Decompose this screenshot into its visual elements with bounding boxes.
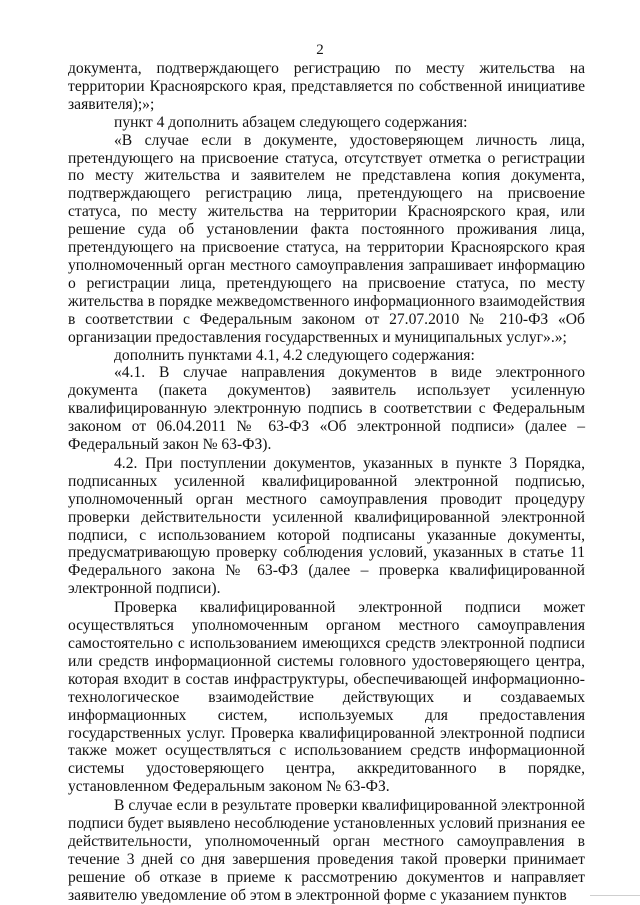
document-body [68, 60, 585, 905]
paragraph-point-4-1: «4.1. В случае направления документов в виде электронного документа (пакета документов) заявитель использует усиленную квалифицированную электронную подпись в соответствии с Федеральным законом от 06.04.2011 № 63-ФЗ «Об электронной подписи» (далее – Федеральный закон № 63-ФЗ). [68, 364, 585, 454]
paragraph-amend-points-4-1-4-2: дополнить пунктами 4.1, 4.2 следующего содержания: [114, 346, 475, 364]
paragraph-quoted-insertion: «В случае если в документе, удостоверяющем личность лица, претендующего на присвоение статуса, отсутствует отметка о регистрации по месту жительства и заявителем не представлена копия документа, подтверждающего регистрацию лица, претендующего на присвоение статуса, по месту жительства на территории Красноярского края, или решение суда об установлении факта постоянного проживания лица, претендующего на присвоение статуса, на территории Красноярского края уполномоченный орган местного самоуправления запрашивает информацию о регистрации лица, претендующего на присвоение статуса, по месту жительства в порядке межведомственного информационного взаимодействия в соответствии с Федеральным законом от 27.07.2010 № 210-ФЗ «Об организации предоставления государственных и муниципальных услуг».»; [68, 131, 585, 346]
page-number: 2 [316, 42, 324, 58]
paragraph-check-failure: В случае если в результате проверки квалифицированной электронной подписи будет выявлено несоблюдение установленных условий признания ее действительности, уполномоченный орган местного самоуправления в течение 3 дней со дня завершения проведения такой проверки принимает решение об отказе в приеме к рассмотрению документов и направляет заявителю уведомление об этом в электронной форме с указанием пунктов [68, 797, 585, 904]
scan-edge-mark [590, 895, 640, 896]
paragraph-amend-point-4: пункт 4 дополнить абзацем следующего содержания: [114, 113, 468, 131]
paragraph-point-4-2: 4.2. При поступлении документов, указанных в пункте 3 Порядка, подписанных усиленной квалифицированной электронной подписью, уполномоченный орган местного самоуправления проводит процедуру проверки действительности усиленной квалифицированной электронной подписи, с использованием которой подписаны указанные документы, предусматривающую проверку соблюдения условий, указанных в статье 11 Федерального закона № 63-ФЗ (далее – проверка квалифицированной электронной подписи). [68, 454, 585, 598]
paragraph-continuation: документа, подтверждающего регистрацию по месту жительства на территории Красноярского края, представляется по собственной инициативе заявителя);»; [68, 60, 585, 113]
paragraph-signature-check: Проверка квалифицированной электронной подписи может осуществляться уполномоченным органом местного самоуправления самостоятельно с использованием имеющихся средств электронной подписи или средств информационной системы головного удостоверяющего центра, которая входит в состав инфраструктуры, обеспечивающей информационно-технологическое взаимодействие действующих и создаваемых информационных систем, используемых для предоставления государственных услуг. Проверка квалифицированной электронной подписи также может осуществляться с использованием средств информационной системы удостоверяющего центра, аккредитованного в порядке, установленном Федеральным законом № 63-ФЗ. [68, 599, 585, 796]
